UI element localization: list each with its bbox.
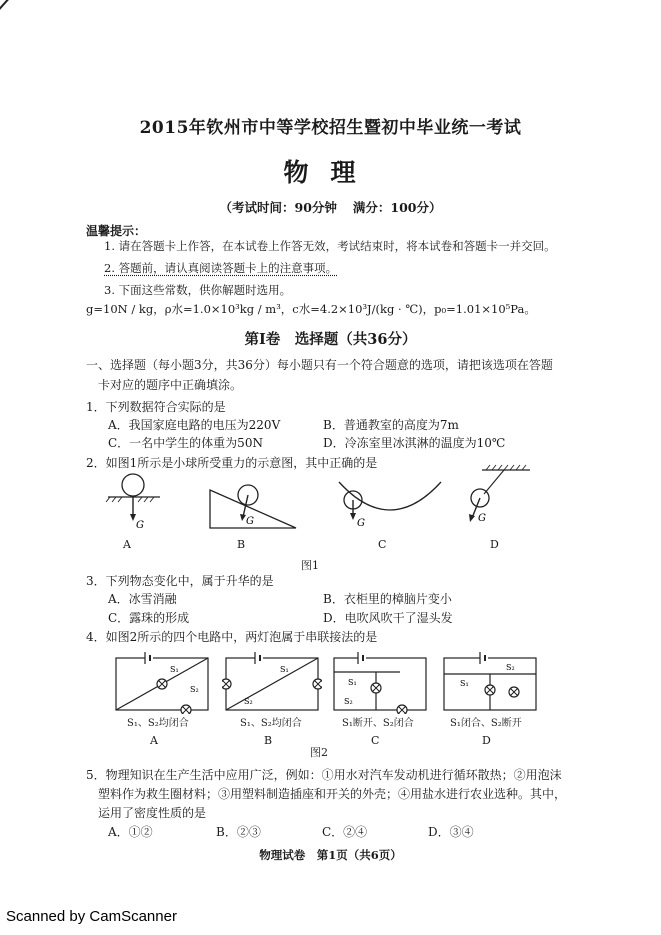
notice-item-1: 1. 请在答题卡上作答，在本试卷上作答无效，考试结束时，将本试卷和答题卡一并交回。 — [104, 239, 556, 253]
exam-full-score: 满分：100分） — [352, 200, 442, 215]
fig1-d-force-label: G — [478, 513, 486, 524]
exam-title: 2015年钦州市中等学校招生暨初中毕业统一考试 — [139, 118, 522, 138]
fig1-label-b: B — [237, 538, 246, 551]
q5-option-c: C．②④ — [322, 825, 368, 839]
circuit-label-b: B — [264, 734, 273, 747]
q1-option-b: B．普通教室的高度为7m — [323, 418, 459, 432]
q3-option-d: D．电吹风吹干了湿头发 — [323, 611, 453, 625]
fig1-label-c: C — [378, 538, 387, 551]
circuit-c-s2: S₂ — [344, 697, 353, 706]
scan-corner-mark — [0, 0, 17, 16]
circuit-a-caption: S₁、S₂均闭合 — [127, 718, 189, 729]
fig1-caption: 图1 — [301, 559, 319, 572]
notice-item-2: 2. 答题前，请认真阅读答题卡上的注意事项。 — [104, 261, 338, 275]
circuit-c — [330, 650, 430, 714]
notice-constants: g=10N / kg，ρ水=1.0×10³kg / m³，c水=4.2×10³J/(kg · ℃)，p₀=1.01×10⁵Pa。 — [86, 302, 536, 316]
circuit-d-s1: S₁ — [460, 679, 469, 688]
q1-stem: 1．下列数据符合实际的是 — [86, 400, 226, 414]
fig1-a-ball-on-surface — [100, 468, 170, 534]
subject-title: 物理 — [283, 158, 378, 187]
exam-duration: （考试时间：90分钟 — [219, 200, 337, 215]
circuit-c-s1: S₁ — [348, 678, 357, 687]
circuit-label-a: A — [150, 734, 158, 747]
page-footer: 物理试卷 第1页（共6页） — [259, 848, 402, 862]
scanner-watermark: Scanned by CamScanner — [6, 908, 177, 925]
q5-option-b: B．②③ — [216, 825, 261, 839]
circuit-label-c: C — [371, 734, 380, 747]
fig1-c-ball-in-bowl — [335, 476, 445, 532]
circuit-b-caption: S₁、S₂均闭合 — [240, 718, 302, 729]
section-intro-line2: 卡对应的题序中正确填涂。 — [98, 378, 243, 392]
circuit-b — [222, 650, 322, 714]
circuit-d-caption: S₁闭合、S₂断开 — [450, 718, 522, 729]
q3-option-a: A．冰雪消融 — [108, 592, 177, 606]
q2-stem: 2．如图1所示是小球所受重力的示意图，其中正确的是 — [86, 456, 378, 470]
circuit-a — [112, 650, 212, 714]
q3-option-c: C．露珠的形成 — [108, 611, 190, 625]
circuit-a-s2: S₂ — [190, 685, 199, 694]
fig1-b-ball-on-incline — [208, 470, 298, 532]
circuit-c-caption: S₁断开、S₂闭合 — [342, 718, 414, 729]
q3-stem: 3．下列物态变化中，属于升华的是 — [86, 574, 274, 588]
fig1-label-a: A — [123, 538, 131, 551]
section-intro-line1: 一、选择题（每小题3分，共36分）每小题只有一个符合题意的选项，请把该选项在答题 — [86, 358, 553, 372]
q1-option-d: D．冷冻室里冰淇淋的温度为10℃ — [323, 436, 506, 450]
circuit-b-s2: S₂ — [244, 697, 253, 706]
circuit-d-s2: S₂ — [506, 663, 515, 672]
exam-info — [0, 198, 661, 216]
q3-option-b: B．衣柜里的樟脑片变小 — [323, 592, 452, 606]
fig1-d-hanging-ball — [460, 464, 540, 532]
section-title: 第Ⅰ卷 选择题（共36分） — [244, 331, 417, 348]
q1-option-a: A．我国家庭电路的电压为220V — [108, 418, 281, 432]
circuit-d — [440, 650, 540, 714]
notice-item-3: 3. 下面这些常数，供你解题时选用。 — [104, 283, 292, 297]
q4-stem: 4．如图2所示的四个电路中，两灯泡属于串联接法的是 — [86, 630, 378, 644]
q5-option-d: D．③④ — [428, 825, 474, 839]
notice-heading: 温馨提示： — [86, 224, 147, 238]
q1-option-c: C．一名中学生的体重为50N — [108, 436, 263, 450]
q5-line2: 塑料作为救生圈材料；③用塑料制造插座和开关的外壳；④用盐水进行农业选种。其中， — [98, 787, 567, 801]
fig2-caption: 图2 — [310, 746, 328, 759]
circuit-a-s1: S₁ — [170, 665, 179, 674]
q5-option-a: A．①② — [108, 825, 153, 839]
fig1-b-force-label: G — [246, 516, 254, 527]
fig1-label-d: D — [490, 538, 499, 551]
q5-line3: 运用了密度性质的是 — [98, 806, 207, 820]
circuit-b-s1: S₁ — [280, 665, 289, 674]
q5-line1: 5．物理知识在生产生活中应用广泛，例如：①用水对汽车发动机进行循环散热；②用泡沫 — [86, 768, 562, 782]
fig1-c-force-label: G — [357, 518, 365, 529]
fig1-a-force-label: G — [136, 520, 144, 531]
circuit-label-d: D — [482, 734, 491, 747]
